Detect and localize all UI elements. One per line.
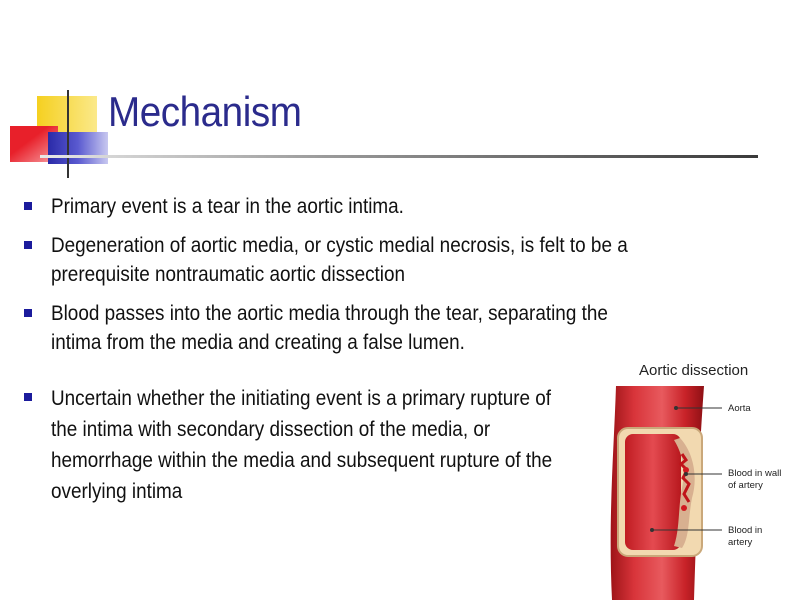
square-bullet-icon: [24, 309, 32, 317]
list-item: Degeneration of aortic media, or cystic medial necrosis, is felt to be a prerequisite nontraumatic aortic dissection: [20, 231, 740, 289]
label-blood-in-artery: Blood in artery: [728, 525, 763, 548]
list-item: Uncertain whether the initiating event is a primary rupture of the intima with secondary dissection of the media, or hemorrhage within the media and subsequent rupture of the overlying intima: [20, 383, 740, 507]
square-bullet-icon: [24, 241, 32, 249]
title-divider: [40, 155, 758, 158]
label-aorta: Aorta: [728, 403, 751, 414]
blue-square: [48, 132, 108, 164]
label-blood-in-wall: Blood in wall of artery: [728, 468, 782, 491]
aortic-dissection-figure: [594, 358, 800, 600]
list-item: Primary event is a tear in the aortic intima.: [20, 192, 740, 221]
square-bullet-icon: [24, 202, 32, 210]
page-title: Mechanism: [108, 88, 302, 135]
list-item: Blood passes into the aortic media through the tear, separating the intima from the media and creating a false lumen.: [20, 299, 740, 357]
square-bullet-icon: [24, 393, 32, 401]
figure-title: Aortic dissection: [639, 362, 749, 379]
decorative-squares: [10, 90, 110, 180]
vertical-line: [67, 90, 69, 178]
